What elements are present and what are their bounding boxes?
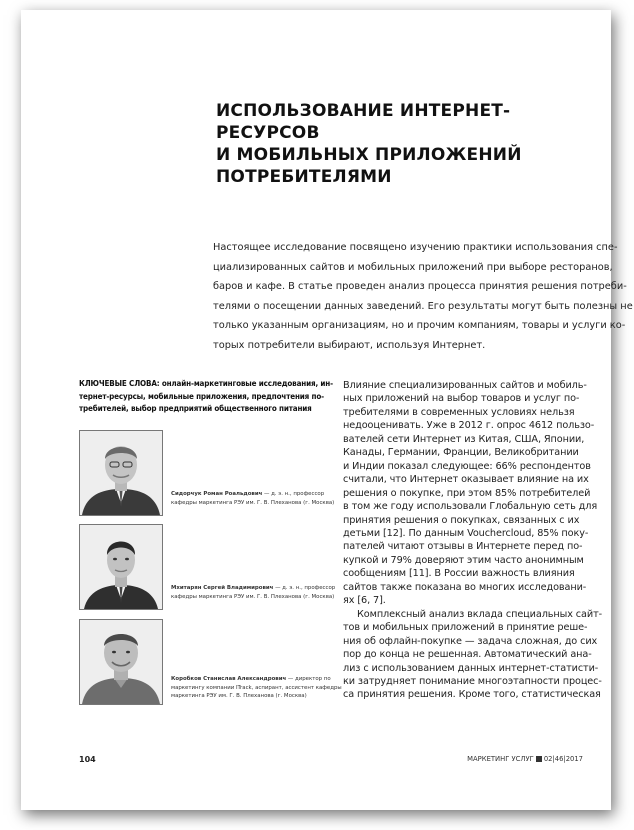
abstract-line: только указанным организациям, но и прочим компаниям, товары и услуги ко- bbox=[213, 320, 626, 332]
abstract bbox=[213, 238, 633, 356]
body-line: Влияние специализированных сайтов и мобиль- bbox=[343, 380, 587, 391]
journal-page bbox=[21, 10, 633, 810]
author-name: Коробков Станислав Александрович bbox=[171, 676, 287, 682]
body-line: Канады, Германии, Франции, Великобритании bbox=[343, 447, 579, 459]
author-caption bbox=[171, 675, 341, 701]
body-line: лиз с использованием данных интернет-статисти- bbox=[343, 662, 599, 674]
abstract-line: телями о посещении данных заведений. Его результаты могут быть полезны не bbox=[213, 300, 633, 312]
body-line: детьми [12]. По данным Vouchercloud, 85% поку- bbox=[343, 527, 589, 539]
body-line: пор до конца не решенная. Автоматический ана- bbox=[343, 649, 592, 661]
article-title bbox=[216, 100, 596, 188]
body-line: сообщениям [11]. В России важность влияния bbox=[343, 568, 575, 580]
journal-name: МАРКЕТИНГ УСЛУГ bbox=[467, 755, 534, 763]
abstract-line: Настоящее исследование посвящено изучению практики использования спе- bbox=[213, 242, 618, 253]
abstract-line: торых потребители выбирают, используя Интернет. bbox=[213, 339, 486, 351]
title-line: ИСПОЛЬЗОВАНИЕ ИНТЕРНЕТ-РЕСУРСОВ bbox=[216, 101, 511, 143]
author-photo bbox=[79, 619, 163, 705]
author-card bbox=[79, 524, 339, 614]
body-line: тов и мобильных приложений в принятие реше- bbox=[343, 622, 588, 634]
author-info: кафедры маркетинга РЭУ им. Г. В. Плеханова (г. Москва) bbox=[171, 499, 335, 506]
body-line: вателей сети Интернет из Китая, США, Японии, bbox=[343, 433, 585, 445]
author-card bbox=[79, 430, 339, 520]
body-line: принятия решения о покупках, связанных с их bbox=[343, 514, 580, 526]
body-line: купкой и 79% доверяют этим часто анонимным bbox=[343, 554, 584, 566]
body-line: требителями в современных условиях нельзя bbox=[343, 406, 575, 418]
author-info: маркетингу компании ITrack, аспирант, ассистент кафедры bbox=[171, 684, 342, 691]
body-line: считали, что Интернет оказывает влияние на их bbox=[343, 474, 589, 486]
author-caption bbox=[171, 490, 341, 507]
body-text bbox=[343, 379, 603, 702]
body-line: решения о покупке, при этом 85% потребителей bbox=[343, 487, 591, 499]
body-line: сайтов также показана во многих исследовани- bbox=[343, 581, 587, 593]
keywords-line: тернет-ресурсы, мобильные приложения, предпочтения по- bbox=[79, 391, 324, 401]
body-line: недооценивать. Уже в 2012 г. опрос 4612 пользо- bbox=[343, 420, 595, 432]
author-info: маркетинга РЭУ им. Г. В. Плеханова (г. Москва) bbox=[171, 693, 307, 700]
author-caption bbox=[171, 584, 341, 601]
body-line: и Индии показал следующее: 66% респондентов bbox=[343, 460, 591, 472]
body-line: ки затрудняет понимание многоэтапности процес- bbox=[343, 675, 602, 687]
title-line: И МОБИЛЬНЫХ ПРИЛОЖЕНИЙ bbox=[216, 145, 522, 165]
author-info: кафедры маркетинга РЭУ им. Г. В. Плеханова (г. Москва) bbox=[171, 593, 335, 600]
body-line: ных приложений на выбор товаров и услуг по- bbox=[343, 393, 580, 405]
author-info: — директор по bbox=[286, 676, 331, 682]
keywords bbox=[79, 378, 333, 416]
author-photo bbox=[79, 524, 163, 610]
author-name: Сидорчук Роман Роальдович bbox=[171, 491, 263, 497]
author-photo bbox=[79, 430, 163, 516]
keywords-line: КЛЮЧЕВЫЕ СЛОВА: онлайн-маркетинговые исследования, ин- bbox=[79, 379, 333, 388]
author-card bbox=[79, 619, 342, 709]
body-line: Комплексный анализ вклада специальных сайт- bbox=[357, 608, 603, 620]
author-info: — д. э. н., профессор bbox=[262, 491, 325, 497]
body-line: ях [6, 7]. bbox=[343, 595, 386, 607]
abstract-line: циализированных сайтов и мобильных приложений при выборе ресторанов, bbox=[213, 261, 613, 273]
body-line: са принятия решения. Кроме того, статистическая bbox=[343, 689, 601, 701]
body-line: пателей читают отзывы в Интернете перед по- bbox=[343, 541, 583, 553]
body-line: в том же году использовали Глобальную сеть для bbox=[343, 501, 598, 513]
author-info: — д. э. н., профессор bbox=[273, 585, 336, 591]
square-icon bbox=[536, 756, 542, 762]
page-number: 104 bbox=[79, 755, 96, 764]
keywords-line: требителей, выбор предприятий общественного питания bbox=[79, 404, 312, 413]
body-line: ния об офлайн-покупке — задача сложная, до сих bbox=[343, 635, 598, 647]
journal-footer bbox=[467, 755, 583, 763]
journal-issue: 02|46|2017 bbox=[543, 755, 583, 763]
author-name: Мхитарян Сергей Владимирович bbox=[171, 585, 274, 591]
abstract-line: баров и кафе. В статье проведен анализ процесса принятия решения потреби- bbox=[213, 281, 627, 293]
title-line: ПОТРЕБИТЕЛЯМИ bbox=[216, 167, 392, 187]
